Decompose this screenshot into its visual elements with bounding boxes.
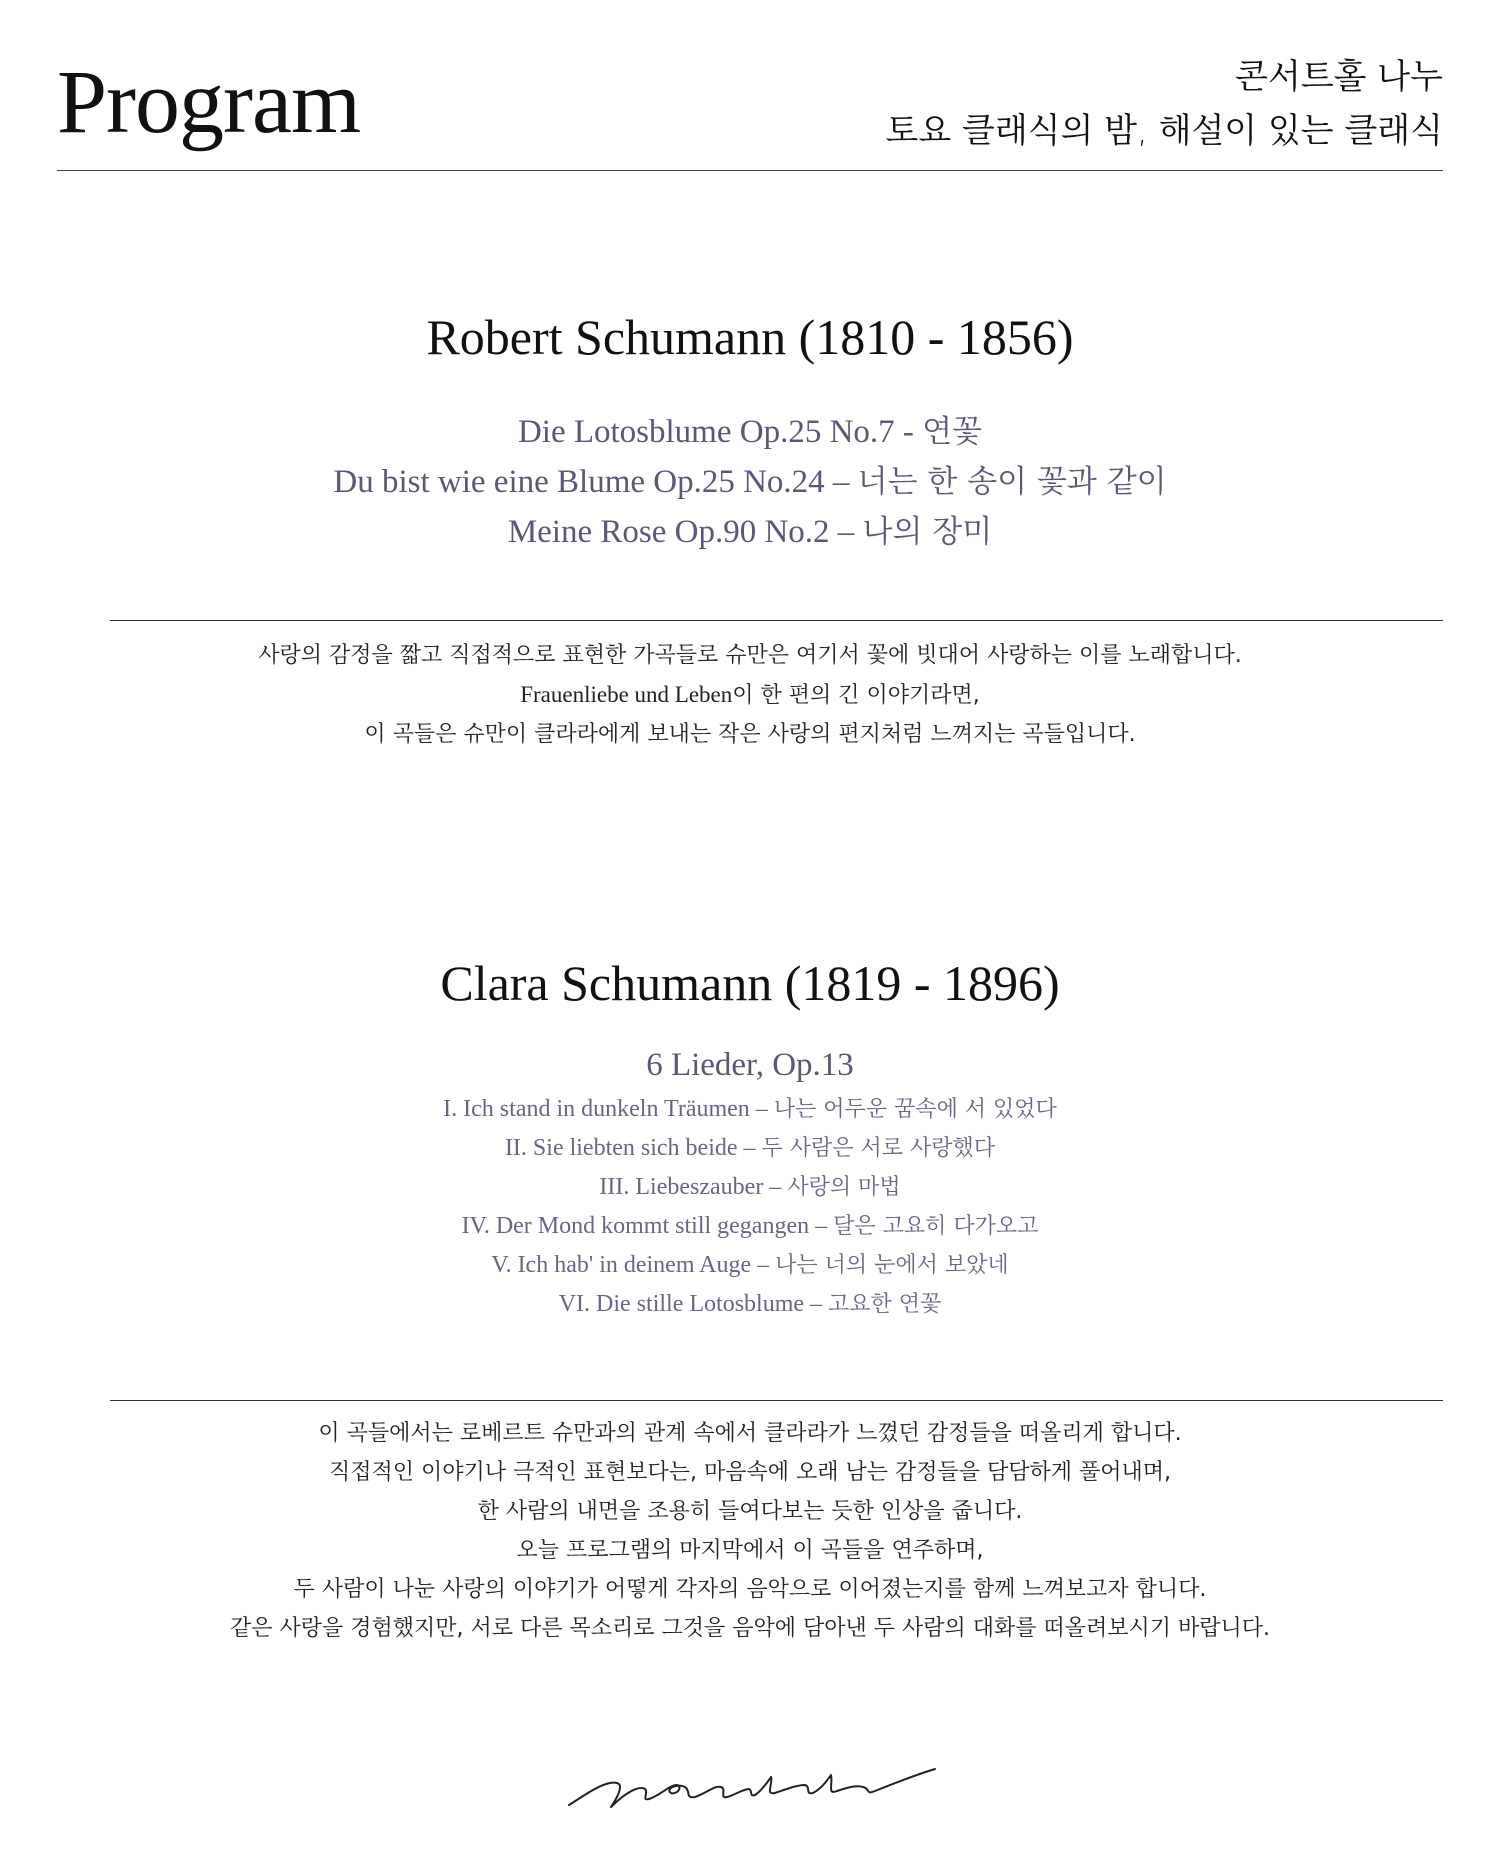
page-title: Program [57, 53, 360, 152]
section1-divider [110, 620, 1443, 621]
header-divider [57, 170, 1443, 171]
note-line: 이 곡들에서는 로베르트 슈만과의 관계 속에서 클라라가 느꼈던 감정들을 떠올리게 합니다. [318, 1421, 1182, 1446]
note-line: 오늘 프로그램의 마지막에서 이 곡들을 연주하며, [516, 1538, 984, 1563]
movement-item: III. Liebeszauber – 사랑의 마법 [599, 1174, 901, 1200]
note-line: 직접적인 이야기나 극적인 표현보다는, 마음속에 오래 남는 감정들을 담담하게 풀어내며, [329, 1460, 1171, 1485]
robert-works-list [0, 407, 1500, 557]
note-line: 한 사람의 내면을 조용히 들여다보는 듯한 인상을 줍니다. [477, 1499, 1023, 1524]
note-line: 두 사람이 나눈 사랑의 이야기가 어떻게 각자의 음악으로 이어졌는지를 함께 느껴보고자 합니다. [293, 1577, 1207, 1602]
note-line: 이 곡들은 슈만이 클라라에게 보내는 작은 사랑의 편지처럼 느껴지는 곡들입니다. [364, 722, 1136, 747]
clara-program-note [0, 1414, 1500, 1648]
movement-item: VI. Die stille Lotosblume – 고요한 연꽃 [558, 1291, 942, 1317]
note-line: 같은 사랑을 경험했지만, 서로 다른 목소리로 그것을 음악에 담아낸 두 사람의 대화를 떠올려보시기 바랍니다. [230, 1616, 1270, 1641]
composer-robert-schumann: Robert Schumann (1810 - 1856) [426, 309, 1074, 365]
work-item: Du bist wie eine Blume Op.25 No.24 – 너는 한 송이 꽃과 같이 [333, 464, 1167, 500]
section2-divider [110, 1400, 1443, 1401]
robert-program-note [0, 636, 1500, 754]
lieder-set-title: 6 Lieder, Op.13 [646, 1047, 854, 1083]
composer-clara-schumann: Clara Schumann (1819 - 1896) [440, 955, 1060, 1011]
movement-item: II. Sie liebten sich beide – 두 사람은 서로 사랑했다 [504, 1135, 996, 1161]
movement-item: I. Ich stand in dunkeln Träumen – 나는 어두운 꿈속에 서 있었다 [443, 1096, 1057, 1122]
event-name: 토요 클래식의 밤, 해설이 있는 클래식 [885, 111, 1443, 151]
header-info [885, 50, 1443, 158]
venue-name: 콘서트홀 나누 [1235, 57, 1443, 97]
work-item: Die Lotosblume Op.25 No.7 - 연꽃 [517, 414, 983, 450]
note-line: 사랑의 감정을 짧고 직접적으로 표현한 가곡들로 슈만은 여기서 꽃에 빗대어 사랑하는 이를 노래합니다. [258, 643, 1242, 668]
note-line: Frauenliebe und Leben이 한 편의 긴 이야기라면, [520, 682, 980, 708]
signature-logo [565, 1755, 945, 1815]
movement-item: V. Ich hab' in deinem Auge – 나는 너의 눈에서 보았네 [491, 1252, 1009, 1278]
clara-works-list [0, 1040, 1500, 1324]
movement-item: IV. Der Mond kommt still gegangen – 달은 고요히 다가오고 [461, 1213, 1039, 1239]
work-item: Meine Rose Op.90 No.2 – 나의 장미 [507, 514, 993, 550]
